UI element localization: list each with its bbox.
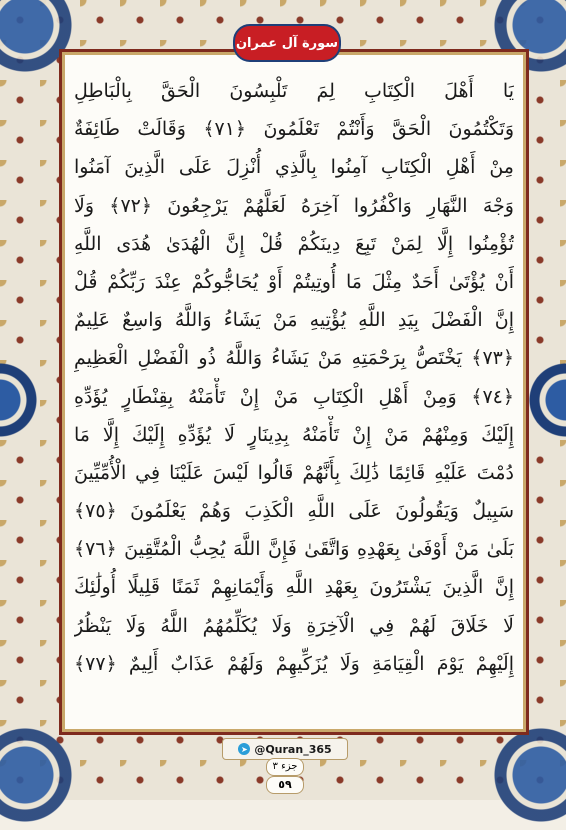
channel-handle: @Quran_365 <box>254 742 332 756</box>
verse-line: ﴿٧٣﴾ يَخْتَصُّ بِرَحْمَتِهِ مَنْ يَشَاءُ وَاللَّهُ ذُو الْفَضْلِ الْعَظِيمِ <box>74 347 514 370</box>
verse-line: سَبِيلٌ وَيَقُولُونَ عَلَى اللَّهِ الْكَذِبَ وَهُمْ يَعْلَمُونَ ﴿٧٥﴾ <box>74 500 514 523</box>
verse-line: إِنَّ الَّذِينَ يَشْتَرُونَ بِعَهْدِ اللَّهِ وَأَيْمَانِهِمْ ثَمَنًا قَلِيلًا أُولَٰئِكَ <box>74 576 514 599</box>
verse-line: وَتَكْتُمُونَ الْحَقَّ وَأَنْتُمْ تَعْلَمُونَ ﴿٧١﴾ وَقَالَتْ طَائِفَةٌ <box>74 118 514 141</box>
verse-line: إِلَيْكَ وَمِنْهُمْ مَنْ إِنْ تَأْمَنْهُ بِدِينَارٍ لَا يُؤَدِّهِ إِلَيْكَ إِلَّا مَا <box>74 423 514 446</box>
surah-title-badge: سورة آل عمران <box>233 24 341 62</box>
verse-line: إِنَّ الْفَضْلَ بِيَدِ اللَّهِ يُؤْتِيهِ مَنْ يَشَاءُ وَاللَّهُ وَاسِعٌ عَلِيمٌ <box>74 309 514 332</box>
verse-line: أَنْ يُؤْتَىٰ أَحَدٌ مِثْلَ مَا أُوتِيتُمْ أَوْ يُحَاجُّوكُمْ عِنْدَ رَبِّكُمْ قُلْ <box>74 270 514 293</box>
verse-line: دُمْتَ عَلَيْهِ قَائِمًا ذَٰلِكَ بِأَنَّهُمْ قَالُوا لَيْسَ عَلَيْنَا فِي الْأُمِّيِّينَ <box>74 461 514 484</box>
verse-lines <box>74 72 514 683</box>
verse-line: تُؤْمِنُوا إِلَّا لِمَنْ تَبِعَ دِينَكُمْ قُلْ إِنَّ الْهُدَىٰ هُدَى اللَّهِ <box>74 232 514 255</box>
verse-line: مِنْ أَهْلِ الْكِتَابِ آمِنُوا بِالَّذِي أُنْزِلَ عَلَى الَّذِينَ آمَنُوا <box>74 156 514 179</box>
page-number: ٥٩ <box>266 776 304 794</box>
channel-tag[interactable] <box>222 738 348 760</box>
telegram-icon: ➤ <box>238 743 250 755</box>
verse-line: بَلَىٰ مَنْ أَوْفَىٰ بِعَهْدِهِ وَاتَّقَىٰ فَإِنَّ اللَّهَ يُحِبُّ الْمُتَّقِينَ ﴿٧٦﴾ <box>74 538 514 561</box>
verse-line: يَا أَهْلَ الْكِتَابِ لِمَ تَلْبِسُونَ الْحَقَّ بِالْبَاطِلِ <box>74 80 514 102</box>
verse-line: وَجْهَ النَّهَارِ وَاكْفُرُوا آخِرَهُ لَعَلَّهُمْ يَرْجِعُونَ ﴿٧٢﴾ وَلَا <box>74 194 514 217</box>
verse-line: لَا خَلَاقَ لَهُمْ فِي الْآخِرَةِ وَلَا يُكَلِّمُهُمُ اللَّهُ وَلَا يَنْظُرُ <box>74 614 514 637</box>
juz-label: جزء ٣ <box>266 758 304 776</box>
verse-line: ﴿٧٤﴾ وَمِنْ أَهْلِ الْكِتَابِ مَنْ إِنْ تَأْمَنْهُ بِقِنْطَارٍ يُؤَدِّهِ <box>74 385 514 408</box>
verse-line: إِلَيْهِمْ يَوْمَ الْقِيَامَةِ وَلَا يُزَكِّيهِمْ وَلَهُمْ عَذَابٌ أَلِيمٌ ﴿٧٧﴾ <box>74 652 514 675</box>
